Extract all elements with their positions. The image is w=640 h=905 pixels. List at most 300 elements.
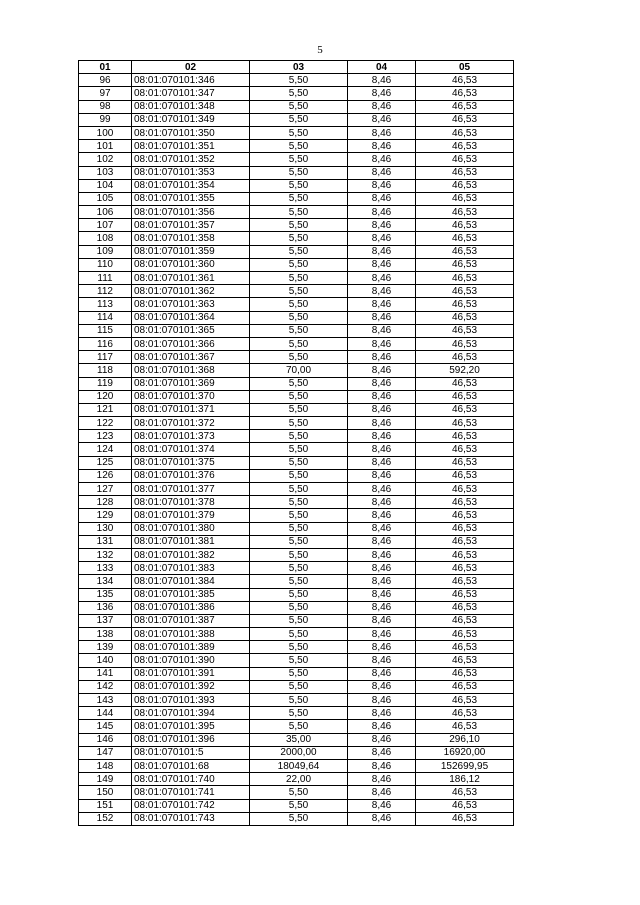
row-number-cell: 112	[79, 285, 132, 298]
cadastral-number-cell: 08:01:070101:384	[132, 575, 250, 588]
area-value-cell: 5,50	[250, 153, 348, 166]
amount-value-cell: 46,53	[416, 535, 514, 548]
amount-value-cell: 46,53	[416, 272, 514, 285]
cadastral-number-cell: 08:01:070101:362	[132, 285, 250, 298]
area-value-cell: 5,50	[250, 641, 348, 654]
area-value-cell: 5,50	[250, 535, 348, 548]
amount-value-cell: 46,53	[416, 206, 514, 219]
table-row	[79, 773, 514, 786]
cadastral-number-cell: 08:01:070101:351	[132, 140, 250, 153]
cadastral-number-cell: 08:01:070101:358	[132, 232, 250, 245]
row-number-cell: 149	[79, 773, 132, 786]
amount-value-cell: 152699,95	[416, 759, 514, 772]
rate-value-cell: 8,46	[348, 773, 416, 786]
amount-value-cell: 46,53	[416, 443, 514, 456]
table-row	[79, 100, 514, 113]
row-number-cell: 105	[79, 192, 132, 205]
row-number-cell: 101	[79, 140, 132, 153]
table-row	[79, 390, 514, 403]
cadastral-number-cell: 08:01:070101:386	[132, 601, 250, 614]
table-row	[79, 483, 514, 496]
cadastral-number-cell: 08:01:070101:352	[132, 153, 250, 166]
table-row	[79, 430, 514, 443]
row-number-cell: 122	[79, 417, 132, 430]
table-row	[79, 166, 514, 179]
area-value-cell: 5,50	[250, 126, 348, 139]
area-value-cell: 5,50	[250, 588, 348, 601]
cadastral-number-cell: 08:01:070101:395	[132, 720, 250, 733]
row-number-cell: 117	[79, 351, 132, 364]
amount-value-cell: 46,53	[416, 786, 514, 799]
area-value-cell: 5,50	[250, 707, 348, 720]
row-number-cell: 150	[79, 786, 132, 799]
area-value-cell: 5,50	[250, 390, 348, 403]
row-number-cell: 102	[79, 153, 132, 166]
row-number-cell: 143	[79, 694, 132, 707]
amount-value-cell: 46,53	[416, 680, 514, 693]
area-value-cell: 5,50	[250, 443, 348, 456]
area-value-cell: 5,50	[250, 100, 348, 113]
rate-value-cell: 8,46	[348, 245, 416, 258]
row-number-cell: 148	[79, 759, 132, 772]
cadastral-number-cell: 08:01:070101:363	[132, 298, 250, 311]
row-number-cell: 131	[79, 535, 132, 548]
cadastral-number-cell: 08:01:070101:389	[132, 641, 250, 654]
cadastral-number-cell: 08:01:070101:391	[132, 667, 250, 680]
cadastral-number-cell: 08:01:070101:5	[132, 746, 250, 759]
rate-value-cell: 8,46	[348, 153, 416, 166]
row-number-cell: 98	[79, 100, 132, 113]
cadastral-number-cell: 08:01:070101:350	[132, 126, 250, 139]
cadastral-number-cell: 08:01:070101:372	[132, 417, 250, 430]
row-number-cell: 141	[79, 667, 132, 680]
amount-value-cell: 46,53	[416, 377, 514, 390]
table-row	[79, 469, 514, 482]
amount-value-cell: 46,53	[416, 548, 514, 561]
area-value-cell: 5,50	[250, 113, 348, 126]
table-row	[79, 575, 514, 588]
rate-value-cell: 8,46	[348, 403, 416, 416]
cadastral-number-cell: 08:01:070101:741	[132, 786, 250, 799]
rate-value-cell: 8,46	[348, 311, 416, 324]
table-row	[79, 535, 514, 548]
rate-value-cell: 8,46	[348, 87, 416, 100]
table-row	[79, 812, 514, 825]
table-row	[79, 654, 514, 667]
rate-value-cell: 8,46	[348, 285, 416, 298]
area-value-cell: 5,50	[250, 509, 348, 522]
row-number-cell: 114	[79, 311, 132, 324]
amount-value-cell: 16920,00	[416, 746, 514, 759]
amount-value-cell: 46,53	[416, 140, 514, 153]
row-number-cell: 113	[79, 298, 132, 311]
amount-value-cell: 46,53	[416, 153, 514, 166]
rate-value-cell: 8,46	[348, 654, 416, 667]
table-row	[79, 733, 514, 746]
table-row	[79, 272, 514, 285]
table-body	[79, 74, 514, 826]
rate-value-cell: 8,46	[348, 509, 416, 522]
page-number: 5	[317, 44, 323, 56]
rate-value-cell: 8,46	[348, 417, 416, 430]
table-row	[79, 258, 514, 271]
rate-value-cell: 8,46	[348, 483, 416, 496]
table-row	[79, 456, 514, 469]
amount-value-cell: 46,53	[416, 113, 514, 126]
cadastral-number-cell: 08:01:070101:353	[132, 166, 250, 179]
amount-value-cell: 46,53	[416, 483, 514, 496]
table-row	[79, 443, 514, 456]
rate-value-cell: 8,46	[348, 364, 416, 377]
amount-value-cell: 46,53	[416, 126, 514, 139]
table-row	[79, 509, 514, 522]
row-number-cell: 134	[79, 575, 132, 588]
area-value-cell: 5,50	[250, 456, 348, 469]
cadastral-number-cell: 08:01:070101:374	[132, 443, 250, 456]
rate-value-cell: 8,46	[348, 799, 416, 812]
table-row	[79, 707, 514, 720]
row-number-cell: 130	[79, 522, 132, 535]
rate-value-cell: 8,46	[348, 456, 416, 469]
table-row	[79, 522, 514, 535]
table-row	[79, 206, 514, 219]
area-value-cell: 5,50	[250, 232, 348, 245]
area-value-cell: 5,50	[250, 258, 348, 271]
rate-value-cell: 8,46	[348, 694, 416, 707]
cadastral-number-cell: 08:01:070101:375	[132, 456, 250, 469]
area-value-cell: 5,50	[250, 799, 348, 812]
amount-value-cell: 46,53	[416, 337, 514, 350]
row-number-cell: 115	[79, 324, 132, 337]
amount-value-cell: 46,53	[416, 324, 514, 337]
cadastral-number-cell: 08:01:070101:743	[132, 812, 250, 825]
area-value-cell: 5,50	[250, 337, 348, 350]
rate-value-cell: 8,46	[348, 140, 416, 153]
table-row	[79, 87, 514, 100]
row-number-cell: 125	[79, 456, 132, 469]
area-value-cell: 5,50	[250, 469, 348, 482]
amount-value-cell: 46,53	[416, 707, 514, 720]
cadastral-number-cell: 08:01:070101:357	[132, 219, 250, 232]
amount-value-cell: 46,53	[416, 456, 514, 469]
row-number-cell: 138	[79, 628, 132, 641]
table-row	[79, 588, 514, 601]
rate-value-cell: 8,46	[348, 680, 416, 693]
cadastral-number-cell: 08:01:070101:376	[132, 469, 250, 482]
cadastral-number-cell: 08:01:070101:381	[132, 535, 250, 548]
table-row	[79, 192, 514, 205]
area-value-cell: 2000,00	[250, 746, 348, 759]
row-number-cell: 133	[79, 562, 132, 575]
rate-value-cell: 8,46	[348, 720, 416, 733]
area-value-cell: 18049,64	[250, 759, 348, 772]
amount-value-cell: 296,10	[416, 733, 514, 746]
area-value-cell: 5,50	[250, 87, 348, 100]
area-value-cell: 5,50	[250, 74, 348, 87]
row-number-cell: 152	[79, 812, 132, 825]
rate-value-cell: 8,46	[348, 641, 416, 654]
amount-value-cell: 46,53	[416, 667, 514, 680]
rate-value-cell: 8,46	[348, 562, 416, 575]
row-number-cell: 126	[79, 469, 132, 482]
amount-value-cell: 46,53	[416, 232, 514, 245]
row-number-cell: 129	[79, 509, 132, 522]
cadastral-number-cell: 08:01:070101:392	[132, 680, 250, 693]
area-value-cell: 5,50	[250, 192, 348, 205]
area-value-cell: 5,50	[250, 562, 348, 575]
rate-value-cell: 8,46	[348, 192, 416, 205]
cadastral-number-cell: 08:01:070101:370	[132, 390, 250, 403]
rate-value-cell: 8,46	[348, 219, 416, 232]
area-value-cell: 5,50	[250, 140, 348, 153]
rate-value-cell: 8,46	[348, 351, 416, 364]
table-row	[79, 720, 514, 733]
area-value-cell: 5,50	[250, 166, 348, 179]
cadastral-number-cell: 08:01:070101:371	[132, 403, 250, 416]
area-value-cell: 5,50	[250, 694, 348, 707]
rate-value-cell: 8,46	[348, 166, 416, 179]
rate-value-cell: 8,46	[348, 377, 416, 390]
cadastral-number-cell: 08:01:070101:742	[132, 799, 250, 812]
cadastral-number-cell: 08:01:070101:382	[132, 548, 250, 561]
area-value-cell: 5,50	[250, 324, 348, 337]
column-header-01: 01	[79, 61, 132, 74]
amount-value-cell: 46,53	[416, 522, 514, 535]
area-value-cell: 5,50	[250, 601, 348, 614]
amount-value-cell: 46,53	[416, 311, 514, 324]
cadastral-number-cell: 08:01:070101:346	[132, 74, 250, 87]
area-value-cell: 5,50	[250, 548, 348, 561]
row-number-cell: 144	[79, 707, 132, 720]
table-row	[79, 746, 514, 759]
row-number-cell: 132	[79, 548, 132, 561]
area-value-cell: 5,50	[250, 430, 348, 443]
cadastral-number-cell: 08:01:070101:740	[132, 773, 250, 786]
row-number-cell: 120	[79, 390, 132, 403]
row-number-cell: 145	[79, 720, 132, 733]
amount-value-cell: 46,53	[416, 575, 514, 588]
row-number-cell: 147	[79, 746, 132, 759]
column-header-04: 04	[348, 61, 416, 74]
rate-value-cell: 8,46	[348, 443, 416, 456]
row-number-cell: 100	[79, 126, 132, 139]
column-header-05: 05	[416, 61, 514, 74]
row-number-cell: 139	[79, 641, 132, 654]
rate-value-cell: 8,46	[348, 614, 416, 627]
table-row	[79, 324, 514, 337]
table-row	[79, 548, 514, 561]
table-row	[79, 667, 514, 680]
cadastral-number-cell: 08:01:070101:366	[132, 337, 250, 350]
row-number-cell: 151	[79, 799, 132, 812]
amount-value-cell: 46,53	[416, 351, 514, 364]
amount-value-cell: 46,53	[416, 469, 514, 482]
table-row	[79, 694, 514, 707]
rate-value-cell: 8,46	[348, 667, 416, 680]
rate-value-cell: 8,46	[348, 575, 416, 588]
cadastral-number-cell: 08:01:070101:68	[132, 759, 250, 772]
table-row	[79, 628, 514, 641]
rate-value-cell: 8,46	[348, 100, 416, 113]
cadastral-number-cell: 08:01:070101:349	[132, 113, 250, 126]
cadastral-number-cell: 08:01:070101:396	[132, 733, 250, 746]
column-header-02: 02	[132, 61, 250, 74]
area-value-cell: 5,50	[250, 285, 348, 298]
area-value-cell: 5,50	[250, 720, 348, 733]
cadastral-number-cell: 08:01:070101:390	[132, 654, 250, 667]
cadastral-number-cell: 08:01:070101:385	[132, 588, 250, 601]
rate-value-cell: 8,46	[348, 496, 416, 509]
amount-value-cell: 46,53	[416, 298, 514, 311]
row-number-cell: 135	[79, 588, 132, 601]
table-row	[79, 601, 514, 614]
area-value-cell: 5,50	[250, 614, 348, 627]
row-number-cell: 97	[79, 87, 132, 100]
table-row	[79, 786, 514, 799]
area-value-cell: 5,50	[250, 298, 348, 311]
rate-value-cell: 8,46	[348, 469, 416, 482]
table-row	[79, 179, 514, 192]
table-row	[79, 74, 514, 87]
area-value-cell: 5,50	[250, 311, 348, 324]
area-value-cell: 5,50	[250, 206, 348, 219]
cadastral-number-cell: 08:01:070101:378	[132, 496, 250, 509]
row-number-cell: 108	[79, 232, 132, 245]
table-row	[79, 364, 514, 377]
cadastral-number-cell: 08:01:070101:361	[132, 272, 250, 285]
amount-value-cell: 46,53	[416, 694, 514, 707]
table-row	[79, 403, 514, 416]
rate-value-cell: 8,46	[348, 786, 416, 799]
table-row	[79, 285, 514, 298]
rate-value-cell: 8,46	[348, 258, 416, 271]
rate-value-cell: 8,46	[348, 548, 416, 561]
row-number-cell: 142	[79, 680, 132, 693]
row-number-cell: 107	[79, 219, 132, 232]
area-value-cell: 5,50	[250, 575, 348, 588]
table-row	[79, 153, 514, 166]
area-value-cell: 5,50	[250, 522, 348, 535]
cadastral-number-cell: 08:01:070101:359	[132, 245, 250, 258]
cadastral-number-cell: 08:01:070101:383	[132, 562, 250, 575]
amount-value-cell: 46,53	[416, 403, 514, 416]
area-value-cell: 5,50	[250, 786, 348, 799]
row-number-cell: 140	[79, 654, 132, 667]
amount-value-cell: 46,53	[416, 179, 514, 192]
amount-value-cell: 46,53	[416, 74, 514, 87]
area-value-cell: 5,50	[250, 245, 348, 258]
table-row	[79, 337, 514, 350]
rate-value-cell: 8,46	[348, 74, 416, 87]
area-value-cell: 5,50	[250, 417, 348, 430]
amount-value-cell: 46,53	[416, 641, 514, 654]
table-row	[79, 641, 514, 654]
area-value-cell: 5,50	[250, 377, 348, 390]
cadastral-number-cell: 08:01:070101:347	[132, 87, 250, 100]
table-row	[79, 799, 514, 812]
table-row	[79, 377, 514, 390]
rate-value-cell: 8,46	[348, 337, 416, 350]
cadastral-number-cell: 08:01:070101:369	[132, 377, 250, 390]
row-number-cell: 104	[79, 179, 132, 192]
amount-value-cell: 46,53	[416, 166, 514, 179]
cadastral-number-cell: 08:01:070101:367	[132, 351, 250, 364]
rate-value-cell: 8,46	[348, 232, 416, 245]
amount-value-cell: 46,53	[416, 601, 514, 614]
area-value-cell: 5,50	[250, 219, 348, 232]
rate-value-cell: 8,46	[348, 628, 416, 641]
cadastral-number-cell: 08:01:070101:387	[132, 614, 250, 627]
cadastral-number-cell: 08:01:070101:368	[132, 364, 250, 377]
amount-value-cell: 46,53	[416, 654, 514, 667]
area-value-cell: 5,50	[250, 496, 348, 509]
amount-value-cell: 46,53	[416, 258, 514, 271]
table-row	[79, 759, 514, 772]
rate-value-cell: 8,46	[348, 759, 416, 772]
row-number-cell: 99	[79, 113, 132, 126]
data-table	[78, 60, 514, 826]
row-number-cell: 111	[79, 272, 132, 285]
row-number-cell: 110	[79, 258, 132, 271]
area-value-cell: 5,50	[250, 628, 348, 641]
row-number-cell: 137	[79, 614, 132, 627]
table-row	[79, 496, 514, 509]
area-value-cell: 22,00	[250, 773, 348, 786]
cadastral-number-cell: 08:01:070101:364	[132, 311, 250, 324]
area-value-cell: 5,50	[250, 179, 348, 192]
rate-value-cell: 8,46	[348, 588, 416, 601]
table-row	[79, 126, 514, 139]
cadastral-number-cell: 08:01:070101:354	[132, 179, 250, 192]
cadastral-number-cell: 08:01:070101:394	[132, 707, 250, 720]
table-row	[79, 680, 514, 693]
row-number-cell: 109	[79, 245, 132, 258]
table-row	[79, 219, 514, 232]
cadastral-number-cell: 08:01:070101:355	[132, 192, 250, 205]
cadastral-number-cell: 08:01:070101:360	[132, 258, 250, 271]
rate-value-cell: 8,46	[348, 298, 416, 311]
rate-value-cell: 8,46	[348, 707, 416, 720]
amount-value-cell: 46,53	[416, 509, 514, 522]
area-value-cell: 5,50	[250, 403, 348, 416]
table-row	[79, 298, 514, 311]
area-value-cell: 5,50	[250, 812, 348, 825]
cadastral-number-cell: 08:01:070101:388	[132, 628, 250, 641]
area-value-cell: 5,50	[250, 483, 348, 496]
amount-value-cell: 46,53	[416, 390, 514, 403]
amount-value-cell: 46,53	[416, 720, 514, 733]
amount-value-cell: 46,53	[416, 588, 514, 601]
rate-value-cell: 8,46	[348, 535, 416, 548]
amount-value-cell: 46,53	[416, 628, 514, 641]
rate-value-cell: 8,46	[348, 746, 416, 759]
row-number-cell: 146	[79, 733, 132, 746]
cadastral-number-cell: 08:01:070101:379	[132, 509, 250, 522]
cadastral-number-cell: 08:01:070101:348	[132, 100, 250, 113]
row-number-cell: 106	[79, 206, 132, 219]
amount-value-cell: 46,53	[416, 430, 514, 443]
row-number-cell: 119	[79, 377, 132, 390]
row-number-cell: 128	[79, 496, 132, 509]
column-header-03: 03	[250, 61, 348, 74]
area-value-cell: 5,50	[250, 654, 348, 667]
amount-value-cell: 46,53	[416, 799, 514, 812]
table-row	[79, 140, 514, 153]
amount-value-cell: 46,53	[416, 614, 514, 627]
amount-value-cell: 592,20	[416, 364, 514, 377]
amount-value-cell: 46,53	[416, 100, 514, 113]
table-row	[79, 311, 514, 324]
